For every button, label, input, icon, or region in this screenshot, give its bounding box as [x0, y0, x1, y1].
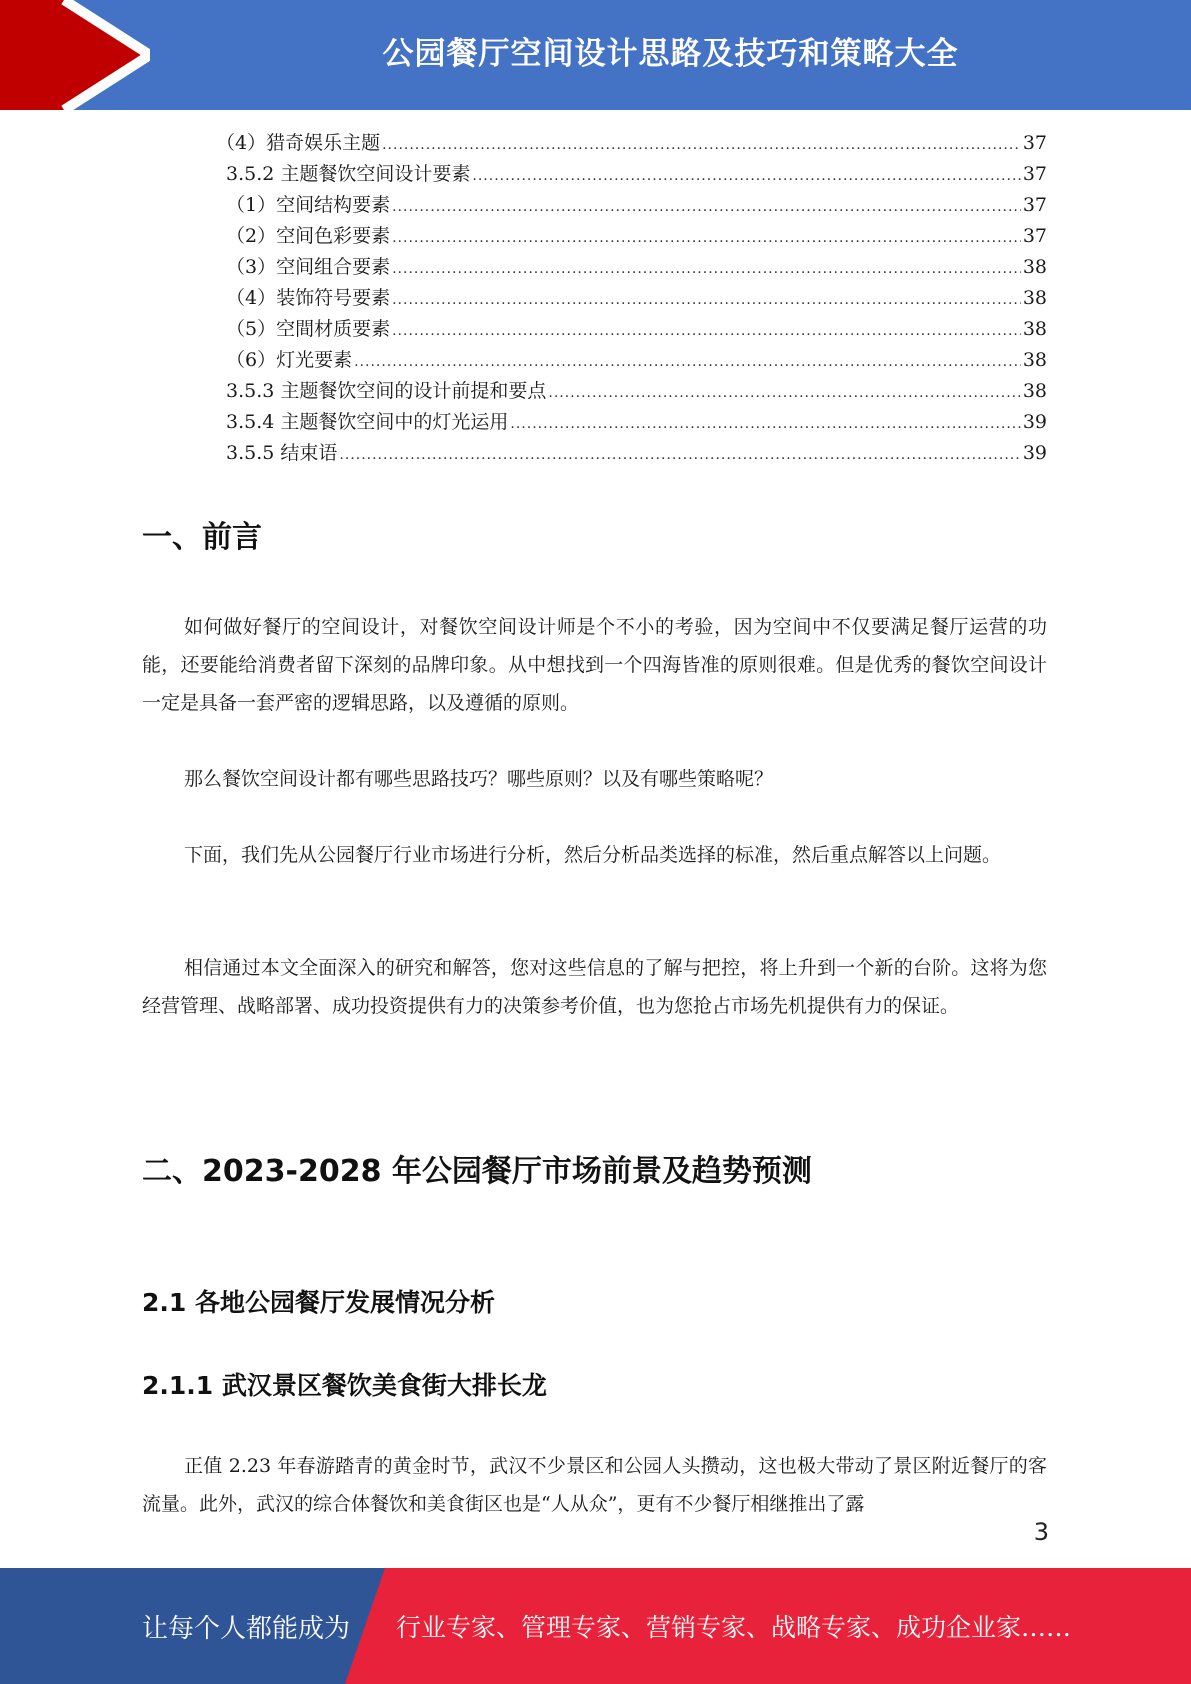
page-number: 3	[1033, 1518, 1049, 1546]
toc-item[interactable]	[216, 128, 1047, 159]
toc-leader	[392, 230, 1021, 246]
document-title: 公园餐厅空间设计思路及技巧和策略大全	[382, 35, 959, 72]
toc-item[interactable]	[226, 438, 1047, 469]
toc-item-label: （6）灯光要素	[226, 349, 353, 371]
toc-item-label: （4）猎奇娱乐主题	[216, 132, 381, 154]
toc-item[interactable]	[226, 407, 1047, 438]
preface-paragraph-2: 那么餐饮空间设计都有哪些思路技巧？哪些原则？以及有哪些策略呢？	[184, 768, 774, 790]
toc-item[interactable]	[226, 376, 1047, 407]
toc-item[interactable]	[226, 283, 1047, 314]
toc-item[interactable]	[226, 314, 1047, 345]
footer-slogan-left: 让每个人都能成为	[142, 1613, 351, 1644]
toc-item-label: 3.5.4 主题餐饮空间中的灯光运用	[226, 411, 509, 433]
toc-item-label: 3.5.2 主题餐饮空间设计要素	[226, 163, 471, 185]
toc-item-label: （3）空间组合要素	[226, 256, 391, 278]
toc-leader	[472, 168, 1020, 184]
toc-leader	[392, 261, 1021, 277]
toc-item-page: 38	[1022, 256, 1047, 278]
toc-leader	[510, 416, 1020, 432]
toc-item-label: （4）装饰符号要素	[226, 287, 391, 309]
section-heading-2-1: 2.1 各地公园餐厅发展情况分析	[142, 1288, 495, 1317]
toc-item-label: 3.5.5 结束语	[226, 442, 338, 464]
toc-item[interactable]	[226, 190, 1047, 221]
page-header	[0, 0, 1191, 110]
toc-item-page: 39	[1022, 442, 1047, 464]
toc-item-page: 37	[1022, 163, 1047, 185]
toc-item-page: 38	[1022, 287, 1047, 309]
preface-heading: 一、前言	[142, 520, 262, 555]
toc-item-page: 39	[1022, 411, 1047, 433]
toc-item-label: 3.5.3 主题餐饮空间的设计前提和要点	[226, 380, 547, 402]
header-arrow-icon	[0, 0, 150, 110]
toc-leader	[392, 292, 1021, 308]
toc-item-label: （1）空间结构要素	[226, 194, 391, 216]
toc-item-label: （5）空間材质要素	[226, 318, 391, 340]
page-footer	[0, 1568, 1191, 1684]
toc-leader	[339, 447, 1020, 463]
toc-item-label: （2）空间色彩要素	[226, 225, 391, 247]
market-heading: 二、2023-2028 年公园餐厅市场前景及趋势预测	[142, 1154, 812, 1189]
toc-item[interactable]	[226, 221, 1047, 252]
toc-item[interactable]	[226, 252, 1047, 283]
toc-item[interactable]	[226, 345, 1047, 376]
toc-leader	[382, 137, 1021, 153]
section-heading-2-1-1: 2.1.1 武汉景区餐饮美食街大排长龙	[142, 1371, 547, 1400]
toc-item[interactable]	[226, 159, 1047, 190]
preface-paragraph-3: 下面，我们先从公园餐厅行业市场进行分析，然后分析品类选择的标准，然后重点解答以上问题。	[184, 844, 1002, 866]
toc-leader	[354, 354, 1021, 370]
toc-item-page: 38	[1022, 318, 1047, 340]
toc-item-page: 38	[1022, 380, 1047, 402]
footer-slogan-right: 行业专家、管理专家、营销专家、战略专家、成功企业家……	[396, 1613, 1072, 1642]
toc-item-page: 37	[1022, 194, 1047, 216]
toc-leader	[392, 323, 1021, 339]
body-paragraph: 正值 2.23 年春游踏青的黄金时节，武汉不少景区和公园人头攒动，这也极大带动了景区附近餐厅的客流量。此外，武汉的综合体餐饮和美食街区也是“人从众”，更有不少餐厅相继推出了露	[142, 1455, 1047, 1515]
toc-leader	[392, 199, 1021, 215]
toc-item-page: 37	[1022, 132, 1047, 154]
toc-item-page: 37	[1022, 225, 1047, 247]
preface-paragraph-4: 相信通过本文全面深入的研究和解答，您对这些信息的了解与把控，将上升到一个新的台阶。这将为您经营管理、战略部署、成功投资提供有力的决策参考价值，也为您抢占市场先机提供有力的保证。	[142, 957, 1047, 1017]
preface-paragraph-1: 如何做好餐厅的空间设计，对餐饮空间设计师是个不小的考验，因为空间中不仅要满足餐厅运营的功能，还要能给消费者留下深刻的品牌印象。从中想找到一个四海皆准的原则很难。但是优秀的餐饮空间设计一定是具备一套严密的逻辑思路，以及遵循的原则。	[142, 616, 1047, 714]
toc-leader	[548, 385, 1020, 401]
toc-item-page: 38	[1022, 349, 1047, 371]
